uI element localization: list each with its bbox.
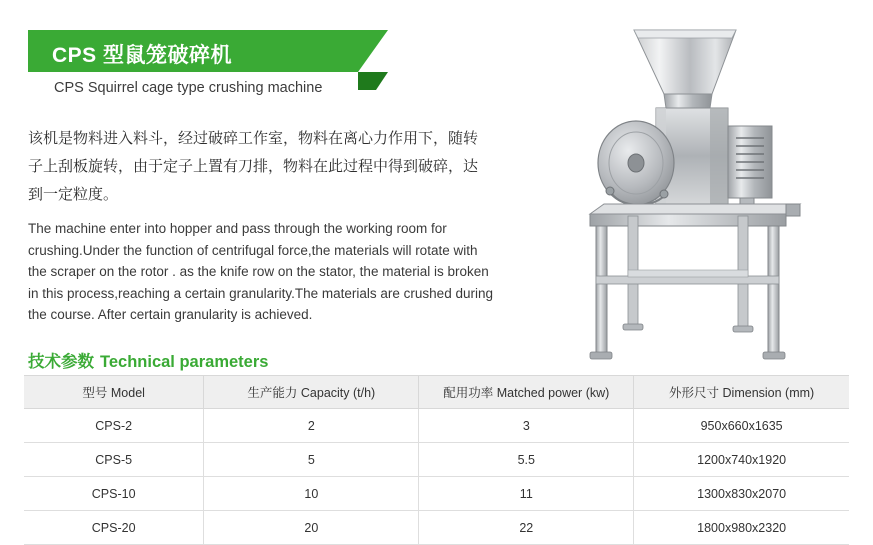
table-header-row [24,376,849,409]
column-header-model: 型号 Model [24,376,204,409]
banner-tail-shadow [358,72,388,90]
description-english: The machine enter into hopper and pass through the working room for crushing.Under the function of centrifugal force,the materials will rotate with the scraper on the rotor . as the knife row on the stator, the material is broken in this process,reaching a certain granularity.The materials are crushed during the course. After certain granularity is achieved. [28,221,493,322]
cell-model: CPS-2 [24,409,204,443]
cell-dimension: 1300x830x2070 [634,477,849,511]
table-row [24,477,849,511]
machine-photo [560,8,860,363]
technical-parameters-heading [28,348,268,372]
table-row [24,443,849,477]
technical-parameters-heading-en: Technical parameters [100,353,269,371]
cell-dimension: 950x660x1635 [634,409,849,443]
cell-power: 22 [419,511,634,545]
cell-model: CPS-5 [24,443,204,477]
cell-power: 5.5 [419,443,634,477]
cell-capacity: 5 [204,443,419,477]
technical-parameters-heading-cn: 技术参数 [28,353,94,371]
cell-dimension: 1200x740x1920 [634,443,849,477]
cell-capacity: 10 [204,477,419,511]
table-row [24,409,849,443]
cell-power: 3 [419,409,634,443]
page-subtitle: CPS Squirrel cage type crushing machine [54,80,323,96]
column-header-capacity: 生产能力 Capacity (t/h) [204,376,419,409]
title-banner [28,30,388,72]
cell-model: CPS-20 [24,511,204,545]
machine-illustration [560,8,860,363]
description-chinese: 该机是物料进入料斗，经过破碎工作室，物料在离心力作用下，随转子上刮板旋转，由于定子上置有刀排，物料在此过程中得到破碎，达到一定粒度。 [28,130,479,203]
cell-dimension: 1800x980x2320 [634,511,849,545]
technical-parameters-table [24,375,849,545]
cell-power: 11 [419,477,634,511]
page-title: CPS 型鼠笼破碎机 [52,44,233,67]
cell-capacity: 20 [204,511,419,545]
column-header-power: 配用功率 Matched power (kw) [419,376,634,409]
table-row [24,511,849,545]
column-header-dimension: 外形尺寸 Dimension (mm) [634,376,849,409]
cell-capacity: 2 [204,409,419,443]
cell-model: CPS-10 [24,477,204,511]
